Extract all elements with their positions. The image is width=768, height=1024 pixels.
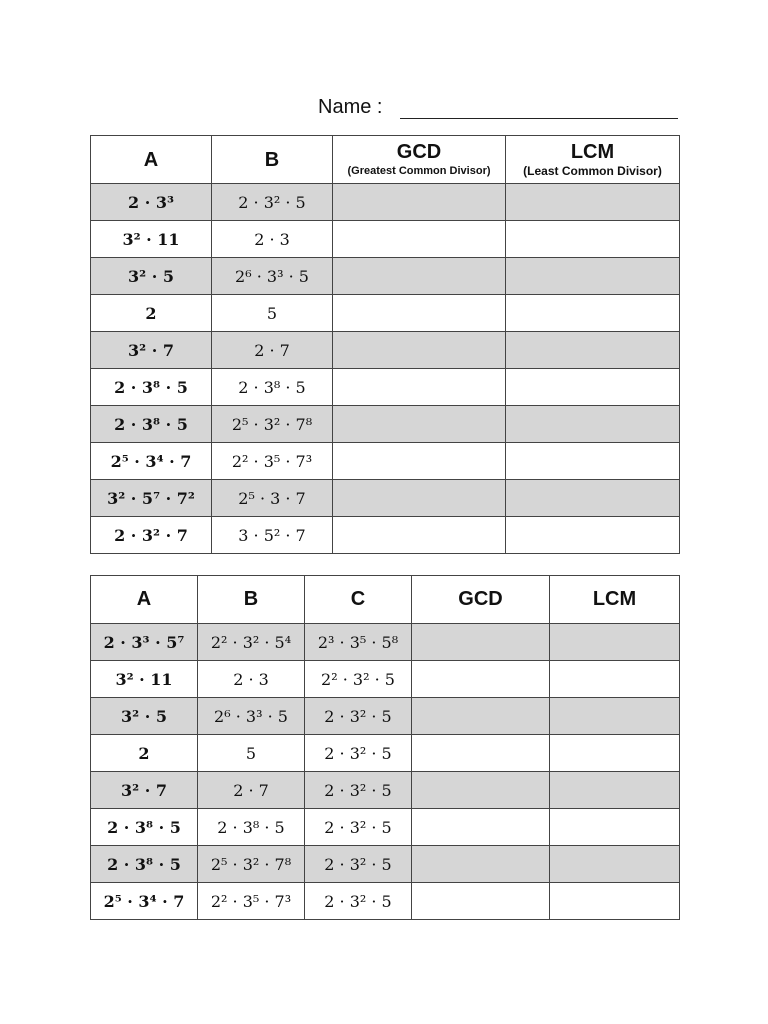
table1-cell-lcm-answer[interactable]: [506, 443, 680, 480]
table2-cell-lcm-answer[interactable]: [550, 846, 680, 883]
table1-cell-lcm-answer[interactable]: [506, 221, 680, 258]
table2-header-gcd: GCD: [412, 576, 550, 624]
table1-header-lcm: LCM (Least Common Divisor): [506, 136, 680, 184]
gcd-lcm-table-three-numbers: [90, 575, 680, 920]
table2-cell-a: 2 · 3³ · 5⁷: [91, 624, 198, 661]
table2-cell-c: 2 · 3² · 5: [305, 772, 412, 809]
table2-cell-b: 2⁵ · 3² · 7⁸: [198, 846, 305, 883]
table1-row: [91, 184, 680, 221]
table1-cell-b: 2 · 3: [212, 221, 333, 258]
table1-cell-lcm-answer[interactable]: [506, 369, 680, 406]
table1-row: [91, 332, 680, 369]
table1-row: [91, 406, 680, 443]
table2-cell-b: 5: [198, 735, 305, 772]
table2-cell-c: 2² · 3² · 5: [305, 661, 412, 698]
table1-cell-b: 2⁵ · 3² · 7⁸: [212, 406, 333, 443]
gcd-lcm-table-two-numbers: [90, 135, 680, 554]
table2-row: [91, 661, 680, 698]
name-input-line[interactable]: [400, 118, 678, 119]
table1-cell-gcd-answer[interactable]: [333, 443, 506, 480]
table2-cell-gcd-answer[interactable]: [412, 809, 550, 846]
table1-cell-gcd-answer[interactable]: [333, 480, 506, 517]
table2-cell-c: 2³ · 3⁵ · 5⁸: [305, 624, 412, 661]
table2-cell-lcm-answer[interactable]: [550, 661, 680, 698]
table2-header-a: A: [91, 576, 198, 624]
table1-cell-gcd-answer[interactable]: [333, 517, 506, 554]
table2-row: [91, 735, 680, 772]
table2-cell-a: 3² · 11: [91, 661, 198, 698]
table1-cell-lcm-answer[interactable]: [506, 295, 680, 332]
name-label: Name :: [318, 96, 383, 118]
table1-cell-a: 2 · 3² · 7: [91, 517, 212, 554]
table1-cell-b: 2 · 3² · 5: [212, 184, 333, 221]
table1-row: [91, 480, 680, 517]
table1-row: [91, 443, 680, 480]
table2-cell-b: 2 · 3⁸ · 5: [198, 809, 305, 846]
table1-header-a: A: [91, 136, 212, 184]
table1-cell-lcm-answer[interactable]: [506, 480, 680, 517]
table1-cell-gcd-answer[interactable]: [333, 221, 506, 258]
table2-cell-gcd-answer[interactable]: [412, 883, 550, 920]
table2-cell-gcd-answer[interactable]: [412, 698, 550, 735]
table2-cell-b: 2⁶ · 3³ · 5: [198, 698, 305, 735]
table1-header-gcd-subtitle: (Greatest Common Divisor): [347, 165, 491, 177]
table1-cell-b: 2 · 3⁸ · 5: [212, 369, 333, 406]
table2-cell-a: 2⁵ · 3⁴ · 7: [91, 883, 198, 920]
table1-cell-a: 2⁵ · 3⁴ · 7: [91, 443, 212, 480]
table1-header-lcm-subtitle: (Least Common Divisor): [523, 164, 662, 178]
table1-cell-a: 2 · 3⁸ · 5: [91, 369, 212, 406]
table1-cell-lcm-answer[interactable]: [506, 258, 680, 295]
table1-cell-lcm-answer[interactable]: [506, 184, 680, 221]
table1-cell-b: 3 · 5² · 7: [212, 517, 333, 554]
table2-row: [91, 883, 680, 920]
table2-cell-a: 2 · 3⁸ · 5: [91, 846, 198, 883]
table2-cell-gcd-answer[interactable]: [412, 772, 550, 809]
table2-row: [91, 809, 680, 846]
table1-cell-a: 2 · 3⁸ · 5: [91, 406, 212, 443]
table2-row: [91, 698, 680, 735]
table1-cell-lcm-answer[interactable]: [506, 517, 680, 554]
table1-cell-lcm-answer[interactable]: [506, 332, 680, 369]
table2-cell-b: 2² · 3⁵ · 7³: [198, 883, 305, 920]
table2-cell-gcd-answer[interactable]: [412, 661, 550, 698]
table1-cell-a: 2: [91, 295, 212, 332]
table2-cell-b: 2 · 3: [198, 661, 305, 698]
table2-header-row: [91, 576, 680, 624]
table1-cell-b: 2⁶ · 3³ · 5: [212, 258, 333, 295]
table2-cell-b: 2² · 3² · 5⁴: [198, 624, 305, 661]
table2-cell-gcd-answer[interactable]: [412, 624, 550, 661]
table2-cell-c: 2 · 3² · 5: [305, 698, 412, 735]
table2-cell-b: 2 · 7: [198, 772, 305, 809]
table1-cell-gcd-answer[interactable]: [333, 295, 506, 332]
table2-cell-a: 3² · 7: [91, 772, 198, 809]
table1-row: [91, 258, 680, 295]
table1-cell-b: 2⁵ · 3 · 7: [212, 480, 333, 517]
table1-header-gcd: GCD (Greatest Common Divisor): [333, 136, 506, 184]
table2-header-b: B: [198, 576, 305, 624]
table2-cell-a: 3² · 5: [91, 698, 198, 735]
table1-row: [91, 369, 680, 406]
table2-cell-lcm-answer[interactable]: [550, 809, 680, 846]
table1-cell-a: 2 · 3³: [91, 184, 212, 221]
table1-header-b: B: [212, 136, 333, 184]
table2-cell-lcm-answer[interactable]: [550, 883, 680, 920]
table1-cell-gcd-answer[interactable]: [333, 184, 506, 221]
table1-cell-gcd-answer[interactable]: [333, 369, 506, 406]
table1-row: [91, 517, 680, 554]
table2-cell-c: 2 · 3² · 5: [305, 809, 412, 846]
table2-row: [91, 772, 680, 809]
table1-cell-b: 5: [212, 295, 333, 332]
table1-cell-gcd-answer[interactable]: [333, 406, 506, 443]
table2-cell-gcd-answer[interactable]: [412, 846, 550, 883]
table1-cell-a: 3² · 5: [91, 258, 212, 295]
table2-cell-c: 2 · 3² · 5: [305, 735, 412, 772]
table2-cell-lcm-answer[interactable]: [550, 772, 680, 809]
table1-row: [91, 295, 680, 332]
table1-cell-a: 3² · 11: [91, 221, 212, 258]
table2-cell-a: 2: [91, 735, 198, 772]
table2-row: [91, 846, 680, 883]
table1-cell-gcd-answer[interactable]: [333, 332, 506, 369]
table1-cell-b: 2² · 3⁵ · 7³: [212, 443, 333, 480]
table1-header-row: [91, 136, 680, 184]
table2-cell-lcm-answer[interactable]: [550, 735, 680, 772]
table1-cell-gcd-answer[interactable]: [333, 258, 506, 295]
table2-cell-lcm-answer[interactable]: [550, 624, 680, 661]
table2-cell-c: 2 · 3² · 5: [305, 883, 412, 920]
name-field-row: [318, 94, 680, 122]
table2-cell-gcd-answer[interactable]: [412, 735, 550, 772]
table2-cell-c: 2 · 3² · 5: [305, 846, 412, 883]
table1-cell-a: 3² · 5⁷ · 7²: [91, 480, 212, 517]
table2-row: [91, 624, 680, 661]
table1-row: [91, 221, 680, 258]
table2-cell-lcm-answer[interactable]: [550, 698, 680, 735]
table2-header-lcm: LCM: [550, 576, 680, 624]
table1-cell-a: 3² · 7: [91, 332, 212, 369]
table1-cell-lcm-answer[interactable]: [506, 406, 680, 443]
table2-header-c: C: [305, 576, 412, 624]
table2-cell-a: 2 · 3⁸ · 5: [91, 809, 198, 846]
table1-cell-b: 2 · 7: [212, 332, 333, 369]
